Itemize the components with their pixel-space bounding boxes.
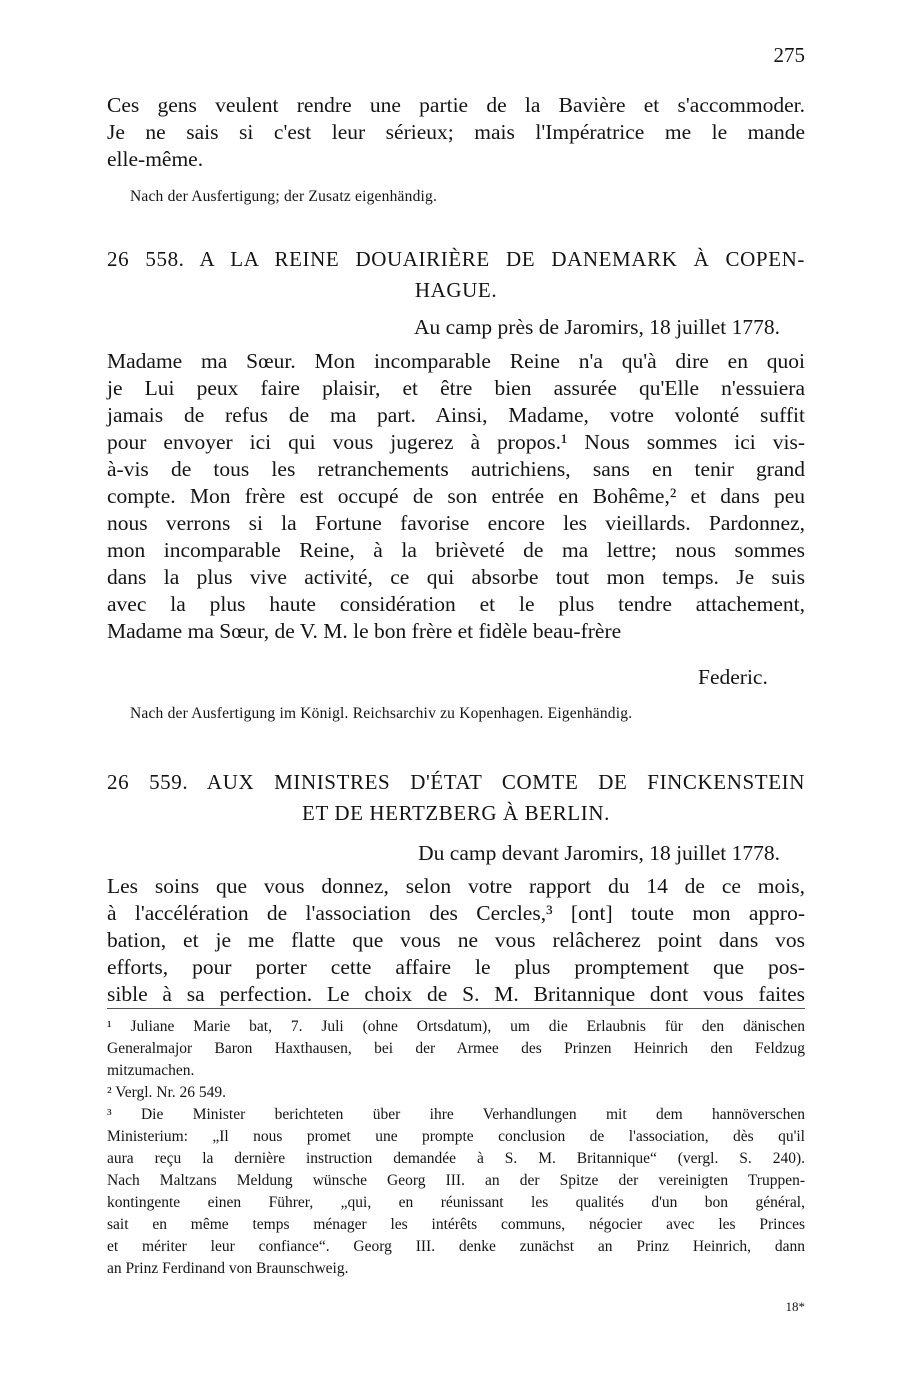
- footnote-3-line-2: Ministerium: „Il nous promet une prompte conclusion de l'association, dès qu'il: [107, 1128, 805, 1145]
- letter-26558-body-line-1: Madame ma Sœur. Mon incomparable Reine n'a qu'à dire en quoi: [107, 349, 805, 373]
- footnote-2-line-1: ² Vergl. Nr. 26 549.: [107, 1084, 227, 1101]
- footnote-3-line-7: et mériter leur confiance“. Georg III. denke zunächst an Prinz Heinrich, dann: [107, 1238, 805, 1255]
- letter-26559-body-line-5: sible à sa perfection. Le choix de S. M. Britannique dont vous faites: [107, 982, 805, 1006]
- letter-26559-body-line-3: bation, et je me flatte que vous ne vous relâcherez point dans vos: [107, 928, 805, 952]
- letter-26558-body-line-10: avec la plus haute considération et le plus tendre attachement,: [107, 592, 805, 616]
- intro-line-3: elle-même.: [107, 147, 204, 171]
- intro-source-note: Nach der Ausfertigung; der Zusatz eigenhändig.: [130, 188, 438, 205]
- footnote-1-line-3: mitzumachen.: [107, 1062, 195, 1079]
- footnote-1-line-1: ¹ Juliane Marie bat, 7. Juli (ohne Ortsdatum), um die Erlaubnis für den dänischen: [107, 1018, 805, 1035]
- letter-26558-signature: Federic.: [698, 665, 768, 689]
- intro-line-2: Je ne sais si c'est leur sérieux; mais l'Impératrice me le mande: [107, 120, 805, 144]
- letter-26558-source-note: Nach der Ausfertigung im Königl. Reichsarchiv zu Kopenhagen. Eigenhändig.: [130, 705, 633, 722]
- letter-26558-body-line-8: mon incomparable Reine, à la brièveté de ma lettre; nous sommes: [107, 538, 805, 562]
- page-number: 275: [773, 43, 805, 67]
- letter-26558-body-line-3: jamais de refus de ma part. Ainsi, Madame, votre volonté suffit: [107, 403, 805, 427]
- letter-26559-dateline: Du camp devant Jaromirs, 18 juillet 1778.: [418, 841, 780, 865]
- footnote-3-line-8: an Prinz Ferdinand von Braunschweig.: [107, 1260, 349, 1277]
- letter-26558-body-line-5: à-vis de tous les retranchements autrichiens, sans en tenir grand: [107, 457, 805, 481]
- letter-26558-dateline: Au camp près de Jaromirs, 18 juillet 1778.: [413, 315, 780, 339]
- letter-26559-body-line-4: efforts, pour porter cette affaire le plus promptement que pos-: [107, 955, 805, 979]
- letter-26558-body-line-4: pour envoyer ici qui vous jugerez à propos.¹ Nous sommes ici vis-: [107, 430, 805, 454]
- sheet-signature: 18*: [785, 1299, 805, 1314]
- letter-26558-body-line-6: compte. Mon frère est occupé de son entrée en Bohême,² et dans peu: [107, 484, 805, 508]
- footnote-3-line-6: sait en même temps ménager les intérêts communs, négocier avec les Princes: [107, 1216, 805, 1233]
- letter-26558-body-line-9: dans la plus vive activité, ce qui absorbe tout mon temps. Je suis: [107, 565, 805, 589]
- footnote-3-line-1: ³ Die Minister berichteten über ihre Verhandlungen mit dem hannöverschen: [107, 1106, 805, 1123]
- letter-26558-body-line-2: je Lui peux faire plaisir, et être bien assurée qu'Elle n'essuiera: [107, 376, 805, 400]
- footnote-3-line-4: Nach Maltzans Meldung wünsche Georg III. an der Spitze der vereinigten Truppen-: [107, 1172, 805, 1189]
- letter-26558-body-line-7: nous verrons si la Fortune favorise encore les vieillards. Pardonnez,: [107, 511, 805, 535]
- footnote-1-line-2: Generalmajor Baron Haxthausen, bei der Armee des Prinzen Heinrich den Feldzug: [107, 1040, 805, 1057]
- letter-26559-body-line-1: Les soins que vous donnez, selon votre rapport du 14 de ce mois,: [107, 874, 805, 898]
- footnote-3-line-3: aura reçu la dernière instruction demandée à S. M. Britannique“ (vergl. S. 240).: [107, 1150, 805, 1167]
- footnote-separator: [107, 1008, 805, 1009]
- letter-26559-heading-line-2: ET DE HERTZBERG À BERLIN.: [302, 801, 610, 825]
- intro-line-1: Ces gens veulent rendre une partie de la Bavière et s'accommoder.: [107, 93, 805, 117]
- letter-26558-body-line-11: Madame ma Sœur, de V. M. le bon frère et fidèle beau-frère: [107, 619, 622, 643]
- letter-26558-heading-line-1: 26 558. A LA REINE DOUAIRIÈRE DE DANEMARK À COPEN-: [107, 247, 805, 271]
- footnote-3-line-5: kontingente einen Führer, „qui, en réunissant les qualités d'un bon général,: [107, 1194, 805, 1211]
- letter-26559-body-line-2: à l'accélération de l'association des Cercles,³ [ont] toute mon appro-: [107, 901, 805, 925]
- letter-26559-heading-line-1: 26 559. AUX MINISTRES D'ÉTAT COMTE DE FINCKENSTEIN: [107, 770, 805, 794]
- letter-26558-heading-line-2: HAGUE.: [414, 278, 498, 302]
